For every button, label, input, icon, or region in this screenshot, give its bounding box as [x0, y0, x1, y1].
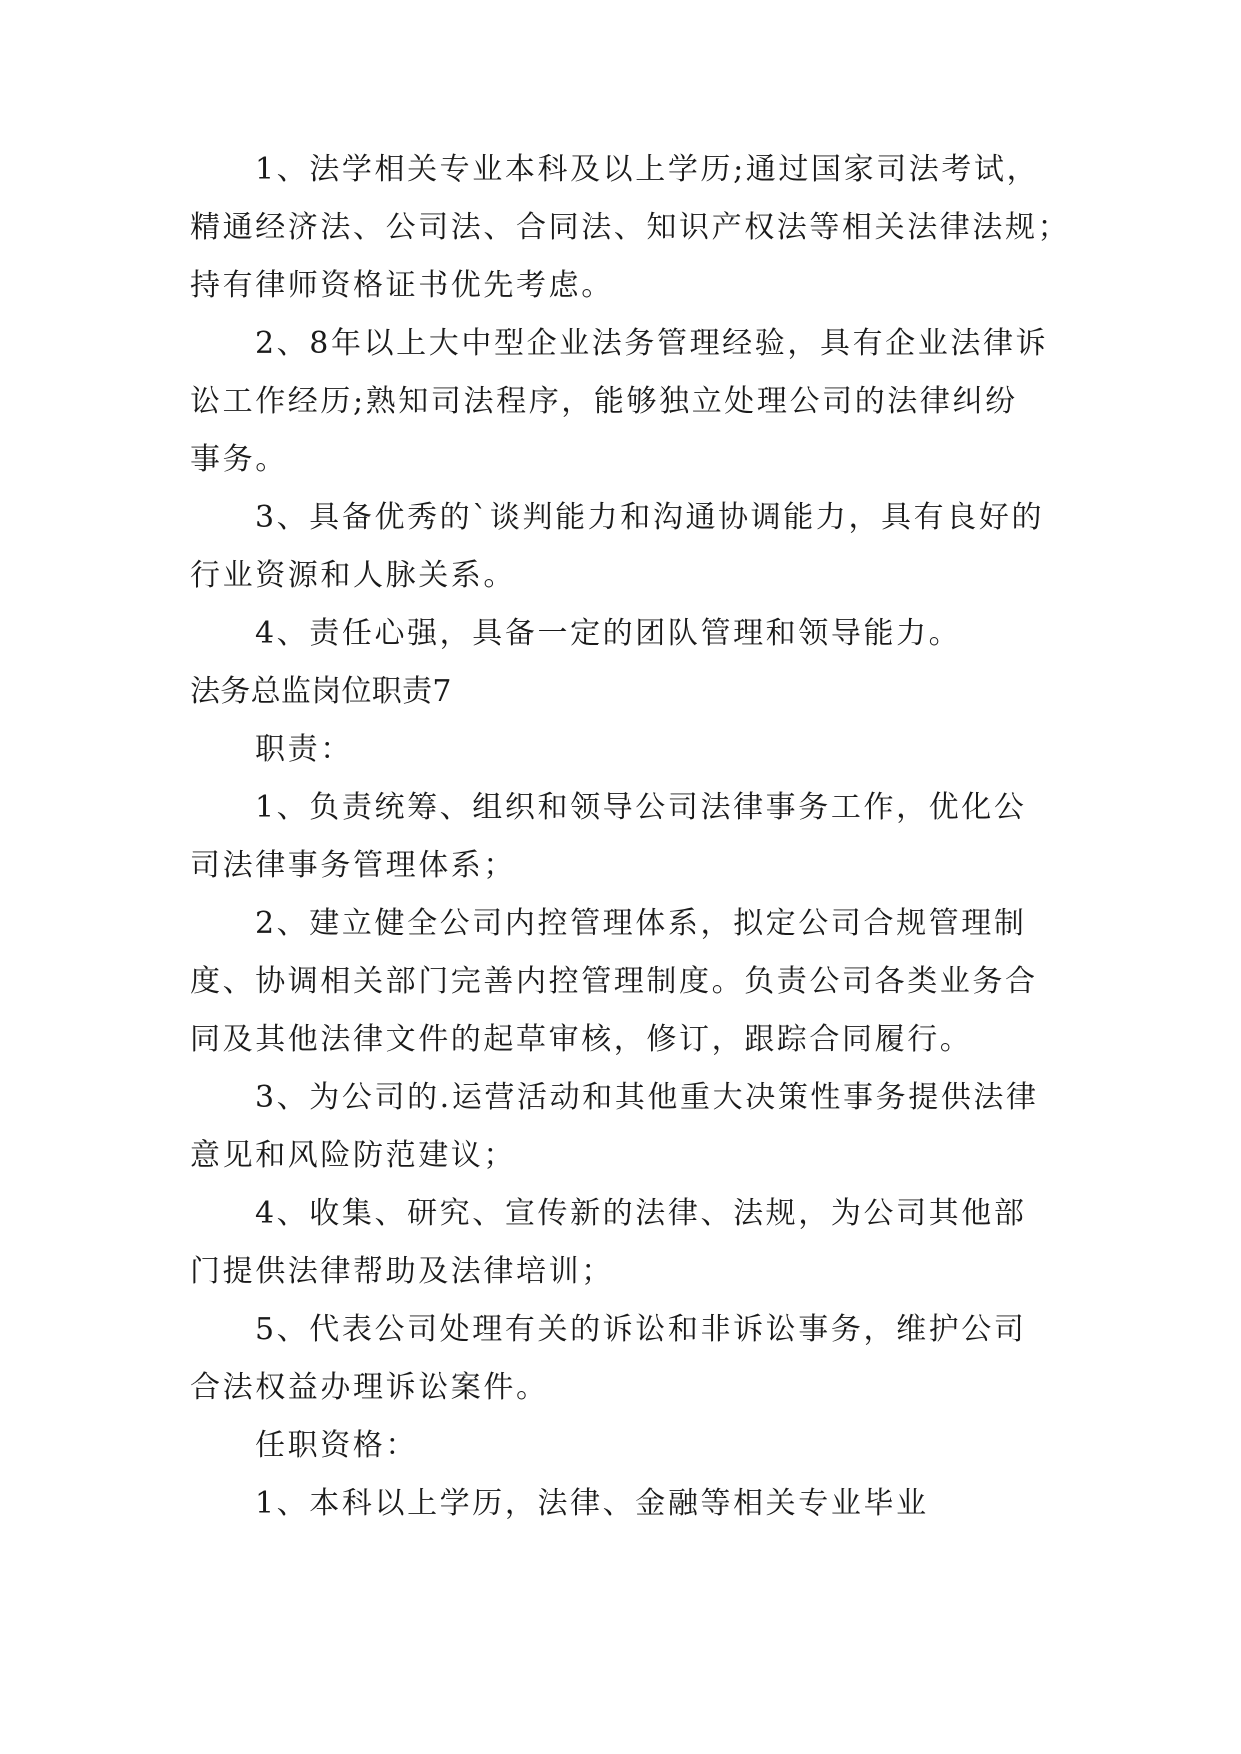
section-heading: 法务总监岗位职责7 — [190, 674, 452, 709]
paragraph-line: 持有律师资格证书优先考虑。 — [190, 268, 614, 303]
paragraph-line: 门提供法律帮助及法律培训； — [190, 1254, 614, 1289]
paragraph-line: 精通经济法、公司法、合同法、知识产权法等相关法律法规； — [190, 210, 1071, 245]
paragraph-line: 司法律事务管理体系； — [190, 848, 516, 883]
paragraph-line: 讼工作经历;熟知司法程序，能够独立处理公司的法律纠纷 — [190, 384, 1018, 419]
paragraph-line: 5、代表公司处理有关的诉讼和非诉讼事务，维护公司 — [255, 1312, 1027, 1347]
paragraph-line: 2、建立健全公司内控管理体系，拟定公司合规管理制 — [255, 906, 1027, 941]
paragraph-line: 行业资源和人脉关系。 — [190, 558, 516, 593]
paragraph-line: 合法权益办理诉讼案件。 — [190, 1370, 549, 1405]
paragraph-line: 同及其他法律文件的起草审核，修订，跟踪合同履行。 — [190, 1022, 973, 1057]
paragraph-line: 3、具备优秀的`谈判能力和沟通协调能力，具有良好的 — [255, 500, 1045, 535]
paragraph-line: 3、为公司的.运营活动和其他重大决策性事务提供法律 — [255, 1080, 1039, 1115]
paragraph-line: 1、法学相关专业本科及以上学历;通过国家司法考试， — [255, 152, 1040, 187]
subheading: 职责： — [255, 732, 353, 767]
paragraph-line: 1、本科以上学历，法律、金融等相关专业毕业 — [255, 1486, 929, 1521]
paragraph-line: 事务。 — [190, 442, 288, 477]
paragraph-line: 4、收集、研究、宣传新的法律、法规，为公司其他部 — [255, 1196, 1027, 1231]
paragraph-line: 意见和风险防范建议； — [190, 1138, 516, 1173]
subheading: 任职资格： — [255, 1428, 418, 1463]
paragraph-line: 度、协调相关部门完善内控管理制度。负责公司各类业务合 — [190, 964, 1038, 999]
paragraph-line: 1、负责统筹、组织和领导公司法律事务工作，优化公 — [255, 790, 1027, 825]
paragraph-line: 4、责任心强，具备一定的团队管理和领导能力。 — [255, 616, 962, 651]
paragraph-line: 2、8年以上大中型企业法务管理经验，具有企业法律诉 — [255, 326, 1049, 361]
